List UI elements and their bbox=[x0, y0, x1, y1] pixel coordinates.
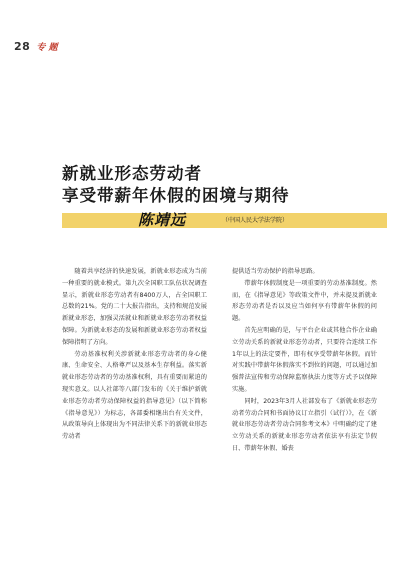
body-column-right bbox=[232, 266, 377, 455]
page-number: 28 bbox=[14, 40, 31, 53]
paragraph: 首先应明确的是，与平台企业或其他合作企业确立劳动关系的新就业形态劳动者，只要符合连续工作1年以上的法定要件，即有权享受带薪年休假。而针对实践中带薪年休假落实不到位的问题，可以通过加强普法宣传和劳动保障监察执法力度等方式予以保障实施。 bbox=[232, 326, 377, 393]
body-column-left bbox=[62, 266, 207, 443]
paragraph-continuation: 提供适当劳动保护的指导思路。 bbox=[232, 268, 319, 275]
paragraph: 随着共享经济的快速发展，新就业形态成为当前一种重要的就业模式。第九次全国职工队伍状况调查显示，新就业形态劳动者有8400万人，占全国职工总数的21%。党的二十大报告指出，支持和规范发展新就业形态，加强灵活就业和新就业形态劳动者权益保障。为新就业形态的发展和新就业形态劳动者权益保障指明了方向。 bbox=[62, 268, 207, 346]
section-label: 专 题 bbox=[36, 43, 58, 53]
author-affiliation: （中国人民大学法学院） bbox=[222, 217, 289, 224]
paragraph: 同时，2023年3月人社部发布了《新就业形态劳动者劳动合同和书面协议订立指引（试行）》，在《新就业形态劳动者劳动合同参考文本》中明确约定了建立劳动关系的新就业形态劳动者依法享有法定节假日、带薪年休假、婚丧 bbox=[232, 397, 377, 452]
article-title-line2: 享受带薪年休假的困境与期待 bbox=[62, 186, 290, 205]
article-title-line1: 新就业形态劳动者 bbox=[62, 164, 202, 183]
author-name: 陈靖远 bbox=[138, 211, 187, 229]
paragraph: 劳动基准权利关涉新就业形态劳动者的身心健康、生命安全、人格尊严以及基本生存利益。落实新就业形态劳动者的劳动基准权利，具有重要而紧迫的现实意义。以人社部等八部门发布的《关于维护新就业形态劳动者劳动保障权益的指导意见》（以下简称《指导意见》）为标志，各部委相继出台有关文件，从政策导向上体现出为不同法律关系下的新就业形态劳动者 bbox=[62, 350, 207, 441]
paragraph: 带薪年休假制度是一项重要的劳动基准制度。然而，在《指导意见》等政策文件中，并未提及新就业形态劳动者是否以及应当如何享有带薪年休假的问题。 bbox=[232, 279, 377, 323]
page-header bbox=[14, 40, 57, 53]
